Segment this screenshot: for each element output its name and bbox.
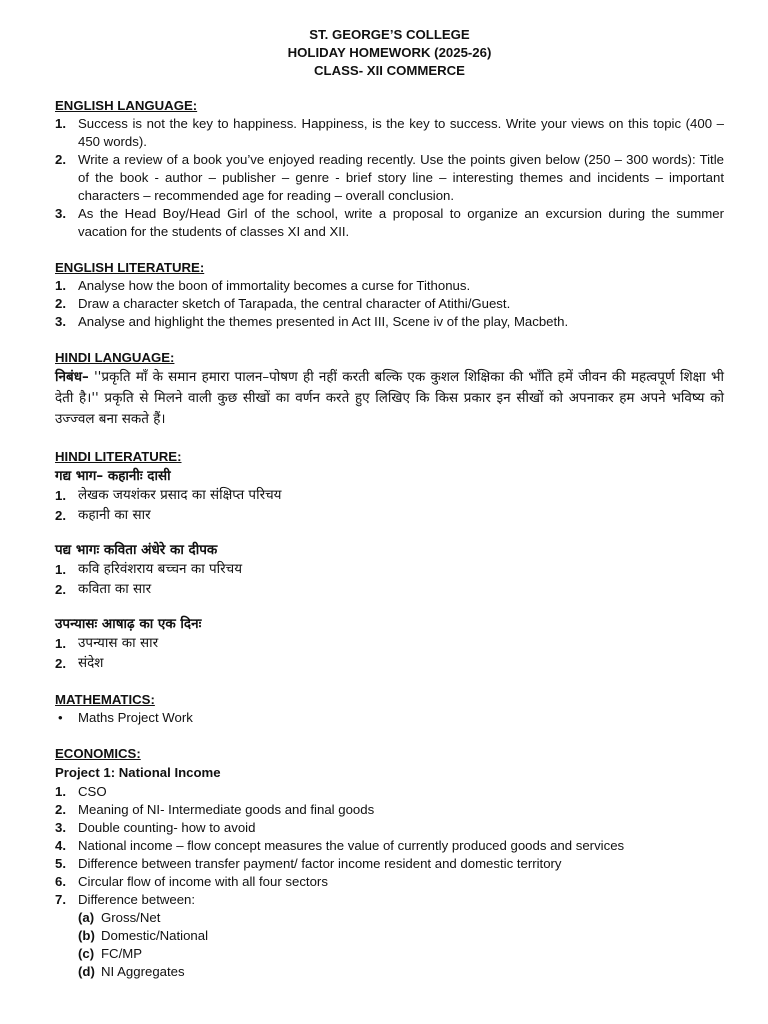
list-item [55,801,724,819]
item-letter: (c) [78,946,95,961]
list-item [55,819,724,837]
list-item [55,783,724,801]
essay-prompt [55,367,724,430]
section-heading: ENGLISH LANGUAGE: [55,98,198,113]
sub-list-item [55,909,724,927]
item-text: संदेश [78,654,104,671]
item-text: Analyse and highlight the themes presented in Act III, Scene iv of the play, Macbeth. [78,314,569,329]
gadya-heading: गद्य भाग– कहानीः दासी [55,468,171,484]
item-number: 1. [55,562,66,577]
bullet-icon: • [58,710,63,725]
item-letter: (a) [78,910,95,925]
list-item [55,295,724,313]
list-item [55,873,724,891]
item-number: 1. [55,784,66,799]
title-block [55,26,724,80]
list-item [55,654,724,674]
item-text: Double counting- how to avoid [78,820,256,835]
list-item [55,506,724,526]
english-language-section [55,97,724,241]
padya-heading: पद्य भागः कविता अंधेरे का दीपक [55,542,218,558]
item-number: 2. [55,296,66,311]
item-number: 6. [55,874,66,889]
hindi-literature-section [55,448,724,673]
item-number: 7. [55,892,66,907]
sub-list-item [55,927,724,945]
list-item [55,486,724,506]
item-number: 3. [55,206,66,221]
list-item [55,580,724,600]
list-item [55,855,724,873]
item-text: Success is not the key to happiness. Happiness, is the key to success. Write your views on this topic (400 – 450 words). [78,116,724,149]
item-text: Gross/Net [101,910,161,925]
item-letter: (b) [78,928,95,943]
item-number: 1. [55,278,66,293]
item-text: Circular flow of income with all four sectors [78,874,328,889]
school-name: ST. GEORGE’S COLLEGE [309,27,470,42]
item-number: 4. [55,838,66,853]
item-text: Domestic/National [101,928,209,943]
item-number: 2. [55,152,66,167]
item-text: Draw a character sketch of Tarapada, the central character of Atithi/Guest. [78,296,511,311]
list-item [55,709,724,727]
item-number: 1. [55,636,66,651]
list-item [55,313,724,331]
item-number: 2. [55,655,66,671]
hindi-language-section [55,349,724,430]
item-number: 2. [55,507,66,523]
item-text: कहानी का सार [78,506,151,523]
essay-label: निबंध– [55,369,89,385]
sub-list-item [55,945,724,963]
list-item [55,277,724,295]
item-text: CSO [78,784,107,799]
item-text: NI Aggregates [101,964,185,979]
item-number: 5. [55,856,66,871]
list-item [55,891,724,909]
document-title: HOLIDAY HOMEWORK (2025-26) [287,45,492,60]
item-text: Write a review of a book you’ve enjoyed reading recently. Use the points given below (250 – 300 words): Title of the book - author – publisher – genre - brief story line – interesting themes and incidents – important characters – recommended age for reading – overall conclusion. [78,152,724,203]
sub-list-item [55,963,724,981]
item-text: FC/MP [101,946,143,961]
english-literature-section [55,259,724,331]
item-text: National income – flow concept measures the value of currently produced goods and services [78,838,625,853]
item-number: 3. [55,314,66,329]
item-text: Meaning of NI- Intermediate goods and final goods [78,802,375,817]
list-item [55,560,724,580]
section-heading: MATHEMATICS: [55,692,155,707]
item-text: कविता का सार [78,580,152,597]
item-text: Difference between: [78,892,196,907]
essay-text: ''प्रकृति माँ के समान हमारा पालन–पोषण ही नहीं करती बल्कि एक कुशल शिक्षिका की भाँति हमें जीवन की महत्वपूर्ण शिक्षा भी देती है।'' प्रकृति से मिलने वाली कुछ सीखों का वर्णन करते हुए लिखिए कि किस प्रकार इन सीखों को अपनाकर हम अपने भविष्य को उज्ज्वल बना सकते हैं। [55,369,724,427]
list-item [55,151,724,205]
list-item [55,634,724,654]
item-text: Analyse how the boon of immortality becomes a curse for Tithonus. [78,278,471,293]
item-text: Difference between transfer payment/ factor income resident and domestic territory [78,856,562,871]
list-item [55,115,724,151]
class-name: CLASS- XII COMMERCE [314,63,465,78]
item-number: 1. [55,488,66,503]
section-heading: HINDI LANGUAGE: [55,350,175,365]
item-number: 2. [55,802,66,817]
item-text: Maths Project Work [78,710,193,725]
item-letter: (d) [78,964,95,979]
list-item [55,205,724,241]
item-text: कवि हरिवंशराय बच्चन का परिचय [78,561,243,577]
section-heading: ENGLISH LITERATURE: [55,260,205,275]
section-heading: HINDI LITERATURE: [55,449,182,464]
list-item [55,837,724,855]
item-text: उपन्यास का सार [78,635,159,651]
item-text: As the Head Boy/Head Girl of the school, write a proposal to organize an excursion during the summer vacation for the students of classes XI and XII. [78,206,724,239]
mathematics-section [55,691,724,727]
item-number: 2. [55,581,66,597]
section-heading: ECONOMICS: [55,746,141,761]
item-number: 3. [55,820,66,835]
item-text: लेखक जयशंकर प्रसाद का संक्षिप्त परिचय [78,487,282,503]
economics-section [55,745,724,981]
item-number: 1. [55,116,66,131]
upanyas-heading: उपन्यासः आषाढ़ का एक दिनः [55,616,202,632]
project-heading: Project 1: National Income [55,765,221,780]
